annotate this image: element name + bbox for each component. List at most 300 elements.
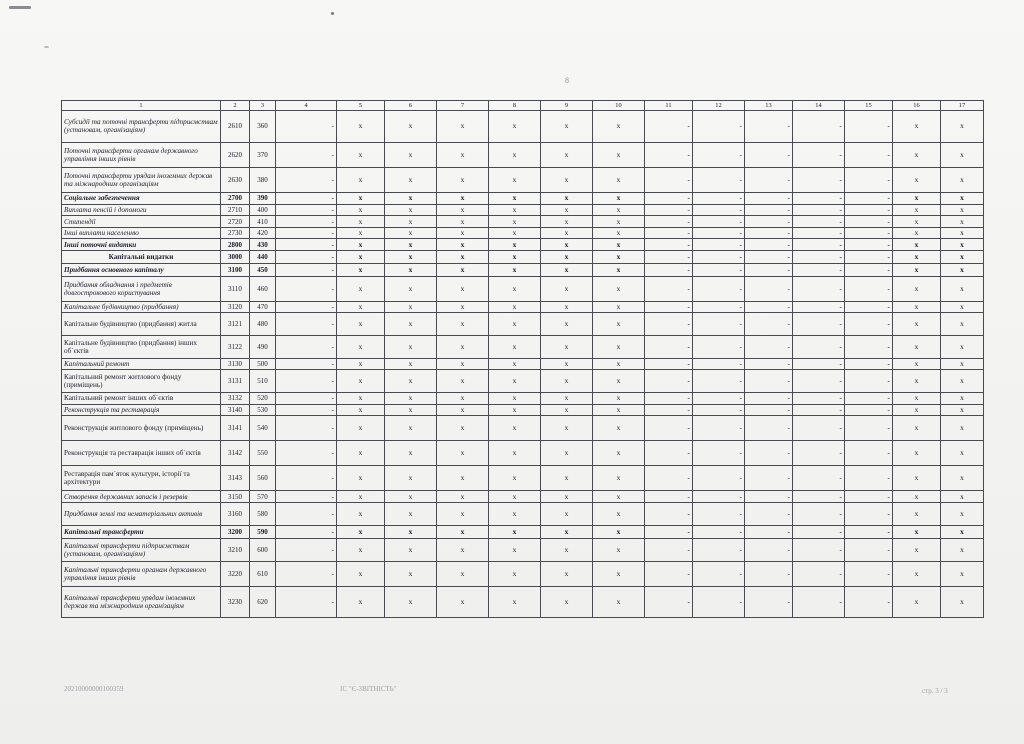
cell-dash: - <box>276 216 337 227</box>
cell-x: х <box>437 204 489 215</box>
cell-dash: - <box>693 586 745 617</box>
cell-x: х <box>941 586 984 617</box>
cell-dash: - <box>693 142 745 167</box>
row-line-code: 390 <box>250 192 276 204</box>
cell-x: х <box>893 404 941 415</box>
cell-dash: - <box>645 393 693 404</box>
cell-x: х <box>489 111 541 142</box>
cell-dash: - <box>793 142 845 167</box>
table-row <box>62 227 984 238</box>
table-row <box>62 440 984 465</box>
cell-x: х <box>893 239 941 250</box>
cell-x: х <box>385 503 437 526</box>
document-id: 20210000000100359 <box>64 685 124 693</box>
cell-dash: - <box>693 538 745 561</box>
cell-dash: - <box>645 276 693 301</box>
cell-dash: - <box>693 227 745 238</box>
header-cell: 2 <box>221 101 250 111</box>
cell-dash: - <box>645 192 693 204</box>
cell-x: х <box>593 404 645 415</box>
cell-dash: - <box>693 358 745 369</box>
cell-dash: - <box>845 503 893 526</box>
header-cell: 5 <box>337 101 385 111</box>
cell-dash: - <box>745 250 793 264</box>
row-name: Інші виплати населенню <box>62 227 221 238</box>
cell-x: х <box>437 503 489 526</box>
cell-dash: - <box>793 313 845 336</box>
table-row <box>62 490 984 502</box>
cell-x: х <box>489 538 541 561</box>
cell-x: х <box>593 250 645 264</box>
cell-x: х <box>489 250 541 264</box>
row-code: 2720 <box>221 216 250 227</box>
cell-dash: - <box>645 561 693 586</box>
cell-x: х <box>437 490 489 502</box>
cell-dash: - <box>845 526 893 538</box>
cell-dash: - <box>645 416 693 441</box>
cell-dash: - <box>845 167 893 192</box>
header-cell: 14 <box>793 101 845 111</box>
cell-x: х <box>489 393 541 404</box>
cell-x: х <box>941 111 984 142</box>
row-line-code: 620 <box>250 586 276 617</box>
cell-x: х <box>437 561 489 586</box>
cell-x: х <box>385 313 437 336</box>
cell-x: х <box>941 264 984 276</box>
row-name: Створення державних запасів і резервів <box>62 490 221 502</box>
cell-dash: - <box>645 142 693 167</box>
cell-x: х <box>385 142 437 167</box>
row-name: Капітальний ремонт інших об`єктів <box>62 393 221 404</box>
cell-x: х <box>437 440 489 465</box>
cell-dash: - <box>793 216 845 227</box>
cell-x: х <box>489 561 541 586</box>
cell-dash: - <box>645 301 693 312</box>
cell-x: х <box>437 239 489 250</box>
cell-dash: - <box>645 370 693 393</box>
cell-x: х <box>489 276 541 301</box>
cell-dash: - <box>745 276 793 301</box>
cell-dash: - <box>793 264 845 276</box>
cell-x: х <box>541 526 593 538</box>
cell-dash: - <box>845 358 893 369</box>
cell-x: х <box>437 250 489 264</box>
cell-dash: - <box>693 216 745 227</box>
cell-dash: - <box>276 393 337 404</box>
cell-dash: - <box>693 404 745 415</box>
cell-x: х <box>893 301 941 312</box>
table-row <box>62 416 984 441</box>
cell-dash: - <box>745 301 793 312</box>
header-row <box>62 101 984 111</box>
cell-dash: - <box>693 167 745 192</box>
cell-x: х <box>593 216 645 227</box>
cell-x: х <box>385 416 437 441</box>
cell-dash: - <box>276 526 337 538</box>
cell-dash: - <box>793 335 845 358</box>
cell-x: х <box>893 561 941 586</box>
cell-x: х <box>437 276 489 301</box>
cell-dash: - <box>645 503 693 526</box>
row-code: 3132 <box>221 393 250 404</box>
cell-dash: - <box>845 416 893 441</box>
cell-dash: - <box>845 204 893 215</box>
cell-x: х <box>489 142 541 167</box>
cell-x: х <box>941 538 984 561</box>
row-code: 3143 <box>221 465 250 490</box>
cell-x: х <box>385 393 437 404</box>
cell-x: х <box>593 465 645 490</box>
table-row <box>62 264 984 276</box>
row-name: Капітальне будівництво (придбання) житла <box>62 313 221 336</box>
cell-dash: - <box>276 586 337 617</box>
row-line-code: 480 <box>250 313 276 336</box>
cell-dash: - <box>693 264 745 276</box>
cell-x: х <box>337 111 385 142</box>
cell-x: х <box>385 538 437 561</box>
table-row <box>62 216 984 227</box>
cell-x: х <box>437 142 489 167</box>
cell-dash: - <box>745 526 793 538</box>
cell-x: х <box>489 204 541 215</box>
header-cell: 13 <box>745 101 793 111</box>
cell-dash: - <box>693 239 745 250</box>
cell-x: х <box>337 192 385 204</box>
cell-x: х <box>385 301 437 312</box>
cell-dash: - <box>745 538 793 561</box>
cell-x: х <box>489 526 541 538</box>
table-row <box>62 503 984 526</box>
cell-x: х <box>337 370 385 393</box>
cell-x: х <box>893 465 941 490</box>
cell-dash: - <box>276 301 337 312</box>
row-name: Стипендії <box>62 216 221 227</box>
cell-dash: - <box>276 335 337 358</box>
cell-dash: - <box>793 276 845 301</box>
cell-x: х <box>337 490 385 502</box>
cell-dash: - <box>845 264 893 276</box>
cell-dash: - <box>645 440 693 465</box>
cell-x: х <box>893 227 941 238</box>
cell-x: х <box>941 335 984 358</box>
row-line-code: 380 <box>250 167 276 192</box>
cell-x: х <box>489 264 541 276</box>
header-cell: 1 <box>62 101 221 111</box>
header-cell: 7 <box>437 101 489 111</box>
cell-dash: - <box>745 167 793 192</box>
cell-x: х <box>541 142 593 167</box>
cell-x: х <box>437 358 489 369</box>
row-line-code: 400 <box>250 204 276 215</box>
row-line-code: 520 <box>250 393 276 404</box>
cell-x: х <box>893 538 941 561</box>
cell-dash: - <box>793 301 845 312</box>
cell-x: х <box>385 465 437 490</box>
row-line-code: 430 <box>250 239 276 250</box>
cell-dash: - <box>693 192 745 204</box>
row-name: Капітальний ремонт <box>62 358 221 369</box>
cell-x: х <box>941 192 984 204</box>
table-row <box>62 561 984 586</box>
header-cell: 8 <box>489 101 541 111</box>
cell-dash: - <box>276 370 337 393</box>
cell-dash: - <box>793 404 845 415</box>
row-name: Поточні трансферти урядам іноземних держав та міжнародним організаціям <box>62 167 221 192</box>
cell-dash: - <box>276 167 337 192</box>
cell-x: х <box>541 538 593 561</box>
cell-x: х <box>541 503 593 526</box>
cell-dash: - <box>276 227 337 238</box>
cell-dash: - <box>693 416 745 441</box>
cell-dash: - <box>693 276 745 301</box>
cell-dash: - <box>793 111 845 142</box>
cell-dash: - <box>645 404 693 415</box>
row-code: 2610 <box>221 111 250 142</box>
cell-x: х <box>893 393 941 404</box>
cell-dash: - <box>693 335 745 358</box>
cell-x: х <box>593 276 645 301</box>
table-row <box>62 538 984 561</box>
cell-x: х <box>541 561 593 586</box>
cell-x: х <box>489 358 541 369</box>
cell-dash: - <box>645 239 693 250</box>
cell-x: х <box>941 276 984 301</box>
cell-dash: - <box>276 358 337 369</box>
row-code: 2700 <box>221 192 250 204</box>
cell-dash: - <box>745 204 793 215</box>
cell-dash: - <box>745 192 793 204</box>
cell-x: х <box>337 250 385 264</box>
cell-dash: - <box>745 227 793 238</box>
cell-x: х <box>593 192 645 204</box>
table-row <box>62 370 984 393</box>
row-line-code: 470 <box>250 301 276 312</box>
cell-dash: - <box>845 586 893 617</box>
cell-x: х <box>593 227 645 238</box>
cell-x: х <box>593 204 645 215</box>
row-name: Капітальне будівництво (придбання) <box>62 301 221 312</box>
cell-x: х <box>437 313 489 336</box>
cell-dash: - <box>793 440 845 465</box>
cell-x: х <box>941 404 984 415</box>
cell-dash: - <box>745 586 793 617</box>
cell-x: х <box>541 301 593 312</box>
cell-x: х <box>541 358 593 369</box>
header-cell: 16 <box>893 101 941 111</box>
cell-x: х <box>541 335 593 358</box>
cell-dash: - <box>276 404 337 415</box>
cell-x: х <box>489 216 541 227</box>
cell-x: х <box>893 440 941 465</box>
system-name: ІС "Є-ЗВІТНІСТЬ" <box>340 685 397 693</box>
cell-x: х <box>337 416 385 441</box>
cell-x: х <box>893 264 941 276</box>
cell-x: х <box>893 503 941 526</box>
cell-x: х <box>893 358 941 369</box>
cell-x: х <box>593 370 645 393</box>
cell-x: х <box>941 440 984 465</box>
cell-x: х <box>385 227 437 238</box>
row-name: Капітальні трансферти урядам іноземних держав та міжнародним організаціям <box>62 586 221 617</box>
cell-dash: - <box>276 264 337 276</box>
cell-dash: - <box>693 250 745 264</box>
cell-x: х <box>593 239 645 250</box>
row-line-code: 440 <box>250 250 276 264</box>
cell-dash: - <box>745 111 793 142</box>
cell-dash: - <box>276 142 337 167</box>
cell-dash: - <box>793 465 845 490</box>
row-name: Реконструкція житлового фонду (приміщень) <box>62 416 221 441</box>
cell-x: х <box>385 111 437 142</box>
row-code: 3100 <box>221 264 250 276</box>
scan-speck <box>44 46 49 48</box>
cell-dash: - <box>276 503 337 526</box>
cell-x: х <box>893 586 941 617</box>
cell-x: х <box>893 167 941 192</box>
cell-dash: - <box>745 440 793 465</box>
cell-x: х <box>541 404 593 415</box>
cell-dash: - <box>693 561 745 586</box>
cell-x: х <box>489 503 541 526</box>
cell-x: х <box>337 503 385 526</box>
cell-x: х <box>489 465 541 490</box>
cell-dash: - <box>693 393 745 404</box>
row-code: 3131 <box>221 370 250 393</box>
cell-x: х <box>593 111 645 142</box>
cell-dash: - <box>793 250 845 264</box>
cell-x: х <box>337 404 385 415</box>
cell-dash: - <box>693 503 745 526</box>
cell-x: х <box>337 227 385 238</box>
cell-dash: - <box>745 216 793 227</box>
cell-x: х <box>941 416 984 441</box>
row-line-code: 370 <box>250 142 276 167</box>
row-name: Реставрація пам`яток культури, історії та архітектури <box>62 465 221 490</box>
cell-x: х <box>941 142 984 167</box>
cell-x: х <box>893 111 941 142</box>
cell-dash: - <box>745 239 793 250</box>
cell-x: х <box>893 416 941 441</box>
row-line-code: 530 <box>250 404 276 415</box>
cell-x: х <box>489 370 541 393</box>
row-name: Капітальні трансферти органам державного управління інших рівнів <box>62 561 221 586</box>
cell-x: х <box>385 335 437 358</box>
row-line-code: 410 <box>250 216 276 227</box>
cell-x: х <box>489 404 541 415</box>
cell-dash: - <box>276 416 337 441</box>
cell-x: х <box>337 335 385 358</box>
cell-dash: - <box>845 440 893 465</box>
cell-dash: - <box>693 465 745 490</box>
cell-x: х <box>593 264 645 276</box>
page-number: стр. 3 / 3 <box>922 687 948 695</box>
cell-x: х <box>593 358 645 369</box>
cell-dash: - <box>793 192 845 204</box>
cell-dash: - <box>645 465 693 490</box>
row-name: Придбання землі та нематеріальних активів <box>62 503 221 526</box>
row-name: Соціальне забезпечення <box>62 192 221 204</box>
cell-x: х <box>541 393 593 404</box>
cell-x: х <box>385 526 437 538</box>
cell-x: х <box>893 142 941 167</box>
cell-x: х <box>437 111 489 142</box>
row-line-code: 540 <box>250 416 276 441</box>
header-cell: 11 <box>645 101 693 111</box>
cell-dash: - <box>693 490 745 502</box>
cell-dash: - <box>693 440 745 465</box>
row-code: 3141 <box>221 416 250 441</box>
cell-x: х <box>593 561 645 586</box>
cell-x: х <box>337 561 385 586</box>
row-name: Капітальний ремонт житлового фонду (приміщень) <box>62 370 221 393</box>
cell-x: х <box>593 142 645 167</box>
cell-x: х <box>489 167 541 192</box>
cell-dash: - <box>845 465 893 490</box>
row-code: 3150 <box>221 490 250 502</box>
cell-x: х <box>893 192 941 204</box>
table-row <box>62 204 984 215</box>
row-code: 3220 <box>221 561 250 586</box>
cell-dash: - <box>793 358 845 369</box>
cell-dash: - <box>793 526 845 538</box>
cell-x: х <box>593 538 645 561</box>
cell-x: х <box>941 167 984 192</box>
cell-x: х <box>593 393 645 404</box>
table-row <box>62 526 984 538</box>
cell-dash: - <box>276 313 337 336</box>
cell-x: х <box>941 250 984 264</box>
row-name: Реконструкція та реставрація <box>62 404 221 415</box>
cell-x: х <box>437 335 489 358</box>
table-row <box>62 465 984 490</box>
cell-dash: - <box>745 264 793 276</box>
cell-x: х <box>941 216 984 227</box>
cell-x: х <box>337 142 385 167</box>
cell-dash: - <box>793 561 845 586</box>
row-line-code: 490 <box>250 335 276 358</box>
cell-dash: - <box>645 227 693 238</box>
cell-dash: - <box>845 276 893 301</box>
cell-x: х <box>489 440 541 465</box>
cell-dash: - <box>745 142 793 167</box>
cell-dash: - <box>745 313 793 336</box>
staple-mark <box>9 6 31 9</box>
cell-dash: - <box>276 250 337 264</box>
cell-x: х <box>893 526 941 538</box>
table-row <box>62 250 984 264</box>
cell-x: х <box>337 301 385 312</box>
cell-x: х <box>541 264 593 276</box>
cell-x: х <box>593 416 645 441</box>
cell-dash: - <box>793 393 845 404</box>
cell-dash: - <box>845 250 893 264</box>
cell-dash: - <box>845 335 893 358</box>
cell-x: х <box>941 490 984 502</box>
cell-dash: - <box>745 335 793 358</box>
cell-x: х <box>385 440 437 465</box>
cell-dash: - <box>745 370 793 393</box>
row-line-code: 550 <box>250 440 276 465</box>
cell-x: х <box>385 239 437 250</box>
cell-x: х <box>337 264 385 276</box>
cell-dash: - <box>645 204 693 215</box>
cell-dash: - <box>645 167 693 192</box>
cell-x: х <box>437 227 489 238</box>
cell-dash: - <box>793 416 845 441</box>
cell-x: х <box>941 393 984 404</box>
row-name: Інші поточні видатки <box>62 239 221 250</box>
cell-dash: - <box>745 561 793 586</box>
